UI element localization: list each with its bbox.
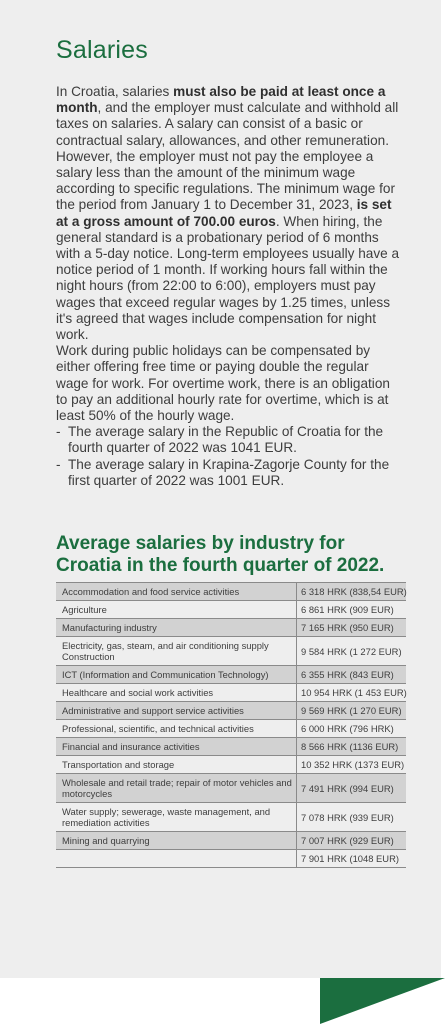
- salary-cell: 8 566 HRK (1136 EUR): [296, 738, 406, 755]
- table-row: [56, 637, 406, 666]
- industry-cell: ICT (Information and Communication Technology): [62, 669, 269, 680]
- corner-decoration: [318, 978, 445, 1024]
- paragraph-salary-rules: [56, 84, 400, 343]
- industry-cell: [56, 856, 296, 862]
- table-row: [56, 619, 406, 637]
- table-row: [56, 738, 406, 756]
- table-row: [56, 666, 406, 684]
- salary-cell: 6 861 HRK (909 EUR): [296, 601, 406, 618]
- industry-cell: Accommodation and food service activities: [62, 586, 240, 597]
- table-row: [56, 583, 406, 601]
- table-row: [56, 601, 406, 619]
- industry-cell: Electricity, gas, steam, and air conditioning supply Construction: [62, 640, 269, 662]
- salary-cell: 6 318 HRK (838,54 EUR): [296, 583, 406, 600]
- industry-cell: Wholesale and retail trade; repair of motor vehicles and motorcycles: [62, 777, 292, 799]
- salary-cell: 6 355 HRK (843 EUR): [296, 666, 406, 683]
- table-row: [56, 756, 406, 774]
- industry-cell: Administrative and support service activities: [62, 705, 244, 716]
- salary-cell: 7 007 HRK (929 EUR): [296, 832, 406, 849]
- industry-cell: Manufacturing industry: [62, 622, 157, 633]
- green-triangle-shape: [320, 978, 445, 1024]
- salary-table: [56, 582, 406, 868]
- salary-cell: 9 569 HRK (1 270 EUR): [296, 702, 406, 719]
- text-span: , and the employer must calculate and withhold all taxes on salaries. A salary can consist of a basic or contractual salary, allowances, and other remuneration. However, the employer must not pay the employee a salary less than the amount of the minimum wage according to specific regulations. The minimum wage for the period from January 1 to December 31, 2023,: [56, 100, 399, 213]
- body-text: [56, 84, 400, 489]
- list-item: - The average salary in Krapina-Zagorje County for the first quarter of 2022 was 1001 EUR.: [56, 457, 400, 489]
- table-row: [56, 702, 406, 720]
- bold-span: must also be paid at least once a month: [56, 84, 386, 116]
- industry-cell: Agriculture: [62, 604, 107, 615]
- industry-cell: Financial and insurance activities: [62, 741, 200, 752]
- table-row: [56, 803, 406, 832]
- salary-cell: 6 000 HRK (796 HRK): [296, 720, 406, 737]
- table-row: [56, 832, 406, 850]
- salary-cell: 7 165 HRK (950 EUR): [296, 619, 406, 636]
- table-row: [56, 684, 406, 702]
- page-title: Salaries: [56, 36, 148, 64]
- salary-cell: 10 352 HRK (1373 EUR): [296, 756, 406, 773]
- salary-cell: 10 954 HRK (1 453 EUR): [296, 684, 406, 701]
- industry-cell: Mining and quarrying: [62, 835, 150, 846]
- table-row: [56, 850, 406, 868]
- text-span: . When hiring, the general standard is a probationary period of 6 months with a 5-day notice. Long-term employees usually have a notice period of 1 month. If working hours fall within the night hours (from 22:00 to 6:00), employers must pay wages that exceed regular wages by 1.25 times, unless it's agreed that wages include compensation for night work.: [56, 213, 400, 343]
- industry-cell: Transportation and storage: [62, 759, 175, 770]
- list-item: - The average salary in the Republic of Croatia for the fourth quarter of 2022 was 1041 EUR.: [56, 424, 400, 456]
- table-title: Average salaries by industry for Croatia in the fourth quarter of 2022.: [56, 533, 385, 576]
- table-row: [56, 720, 406, 738]
- salary-cell: 9 584 HRK (1 272 EUR): [296, 637, 406, 665]
- text-span: In Croatia, salaries: [56, 84, 174, 99]
- industry-cell: Professional, scientific, and technical activities: [62, 723, 254, 734]
- industry-cell: Water supply; sewerage, waste management, and remediation activities: [62, 806, 271, 828]
- table-row: [56, 774, 406, 803]
- bold-span: is set at a gross amount of 700.00 euros: [56, 197, 392, 229]
- salary-cell: 7 078 HRK (939 EUR): [296, 803, 406, 831]
- salary-cell: 7 491 HRK (994 EUR): [296, 774, 406, 802]
- average-salary-list: [56, 424, 400, 489]
- salary-cell: 7 901 HRK (1048 EUR): [296, 850, 406, 867]
- paragraph-holidays: Work during public holidays can be compensated by either offering free time or paying double the regular wage for work. For overtime work, there is an obligation to pay an additional hourly rate for overtime, which is at least 50% of the hourly wage.: [56, 343, 390, 424]
- industry-cell: Healthcare and social work activities: [62, 687, 214, 698]
